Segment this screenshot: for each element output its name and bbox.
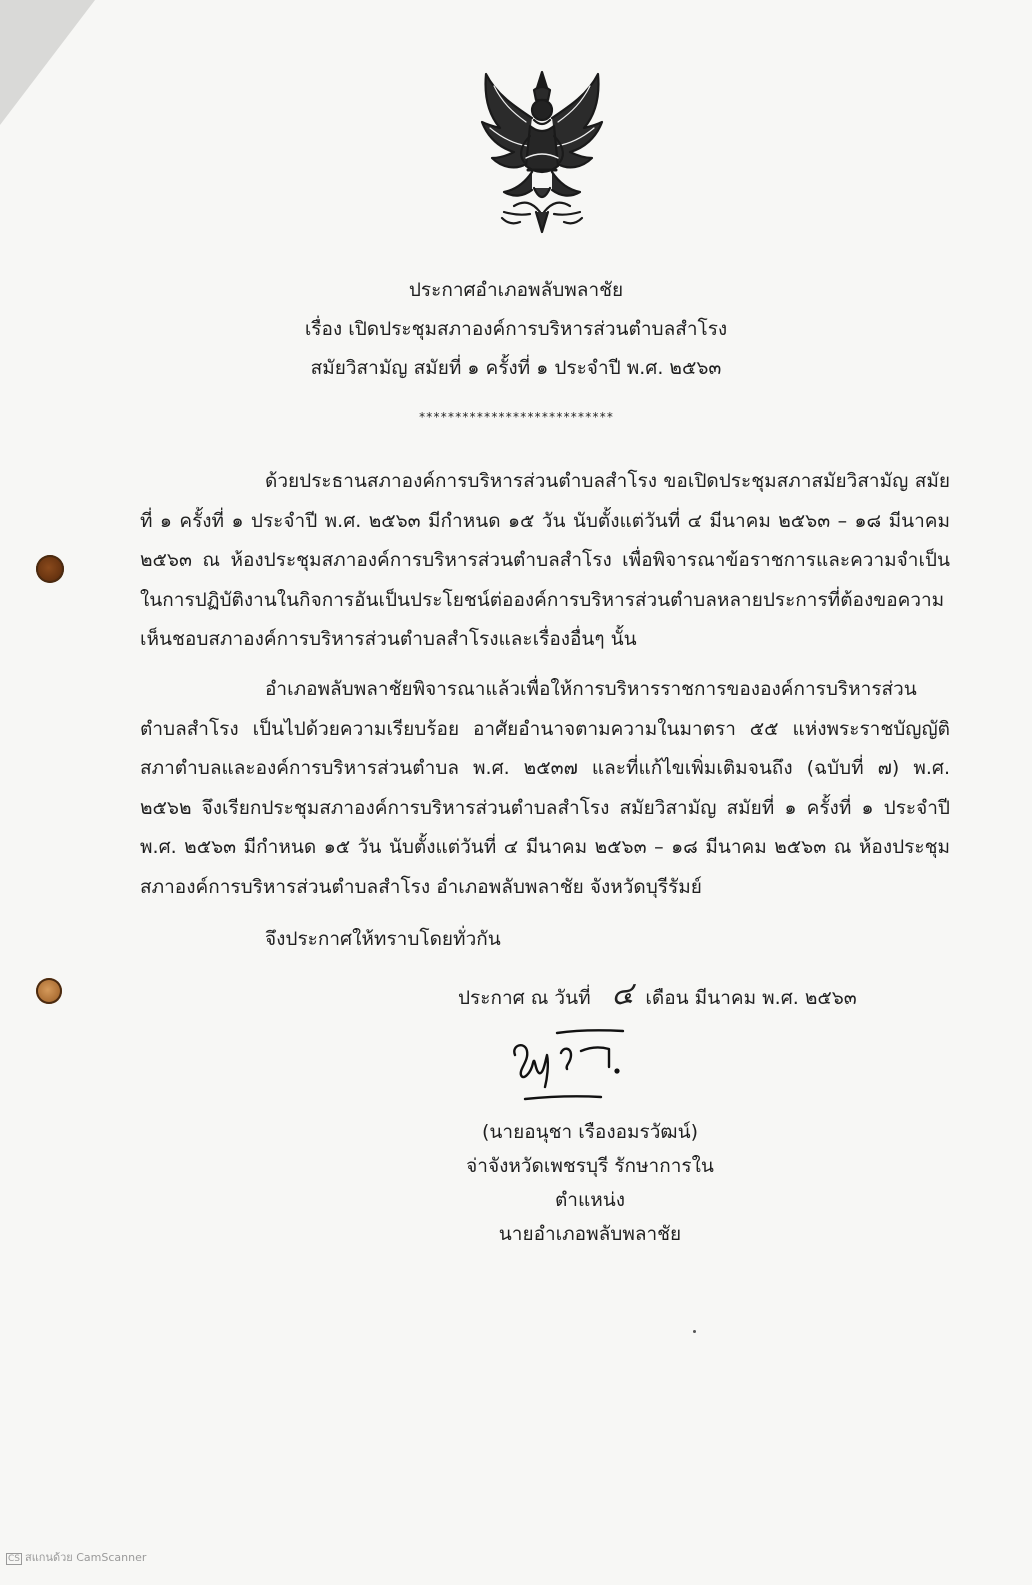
garuda-emblem-icon xyxy=(474,66,610,238)
closing-line: จึงประกาศให้ทราบโดยทั่วกัน xyxy=(265,928,501,950)
signatory-title: นายอำเภอพลับพลาชัย xyxy=(498,1223,682,1245)
announcement-issuer: ประกาศอำเภอพลับพลาชัย xyxy=(408,279,624,301)
folded-corner xyxy=(0,0,95,125)
punch-hole-lower xyxy=(36,978,62,1004)
signatory-position: จ่าจังหวัดเพชรบุรี รักษาการในตำแหน่ง xyxy=(466,1155,714,1211)
punch-hole-upper xyxy=(36,555,64,583)
speck xyxy=(693,1330,696,1333)
body-paragraph-1: ด้วยประธานสภาองค์การบริหารส่วนตำบลสำโรง ขอเปิดประชุมสภาสมัยวิสามัญ สมัยที่ ๑ ครั้งที่ ๑ ประจำปี พ.ศ. ๒๕๖๓ มีกำหนด ๑๕ วัน นับตั้งแต่วันที่ ๔ มีนาคม ๒๕๖๓ – ๑๘ มีนาคม ๒๕๖๓ ณ ห้องประชุมสภาองค์การบริหารส่วนตำบลสำโรง เพื่อพิจารณาข้อราชการและความจำเป็นในการปฏิบัติงานในกิจการอันเป็นประโยชน์ต่อองค์การบริหารส่วนตำบลหลายประการที่ต้องขอความเห็นชอบสภาองค์การบริหารส่วนตำบลสำโรงและเรื่องอื่นๆ นั้น xyxy=(140,470,950,650)
camscanner-text: สแกนด้วย CamScanner xyxy=(25,1551,147,1564)
date-day-handwritten: ๔ xyxy=(608,975,636,1014)
date-prefix: ประกาศ ณ วันที่ xyxy=(458,987,591,1009)
camscanner-logo-icon: CS xyxy=(8,1554,20,1564)
signatory-block xyxy=(440,1115,740,1251)
camscanner-watermark xyxy=(6,1548,146,1566)
separator-stars: *************************** xyxy=(418,410,614,424)
signature-icon xyxy=(505,1025,635,1105)
date-line xyxy=(458,975,857,1018)
announcement-session: สมัยวิสามัญ สมัยที่ ๑ ครั้งที่ ๑ ประจำปี พ.ศ. ๒๕๖๓ xyxy=(310,357,722,379)
date-suffix: เดือน มีนาคม พ.ศ. ๒๕๖๓ xyxy=(645,987,857,1009)
body-paragraph-2: อำเภอพลับพลาชัยพิจารณาแล้วเพื่อให้การบริหารราชการขององค์การบริหารส่วนตำบลสำโรง เป็นไปด้วยความเรียบร้อย อาศัยอำนาจตามความในมาตรา ๕๕ แห่งพระราชบัญญัติสภาตำบลและองค์การบริหารส่วนตำบล พ.ศ. ๒๕๓๗ และที่แก้ไขเพิ่มเติมจนถึง (ฉบับที่ ๗) พ.ศ. ๒๕๖๒ จึงเรียกประชุมสภาองค์การบริหารส่วนตำบลสำโรง สมัยวิสามัญ สมัยที่ ๑ ครั้งที่ ๑ ประจำปี พ.ศ. ๒๕๖๓ มีกำหนด ๑๕ วัน นับตั้งแต่วันที่ ๔ มีนาคม ๒๕๖๓ – ๑๘ มีนาคม ๒๕๖๓ ณ ห้องประชุมสภาองค์การบริหารส่วนตำบลสำโรง อำเภอพลับพลาชัย จังหวัดบุรีรัมย์ xyxy=(140,678,950,898)
announcement-subject: เรื่อง เปิดประชุมสภาองค์การบริหารส่วนตำบลสำโรง xyxy=(304,318,728,340)
signatory-name: (นายอนุชา เรืองอมรวัฒน์) xyxy=(482,1121,698,1143)
